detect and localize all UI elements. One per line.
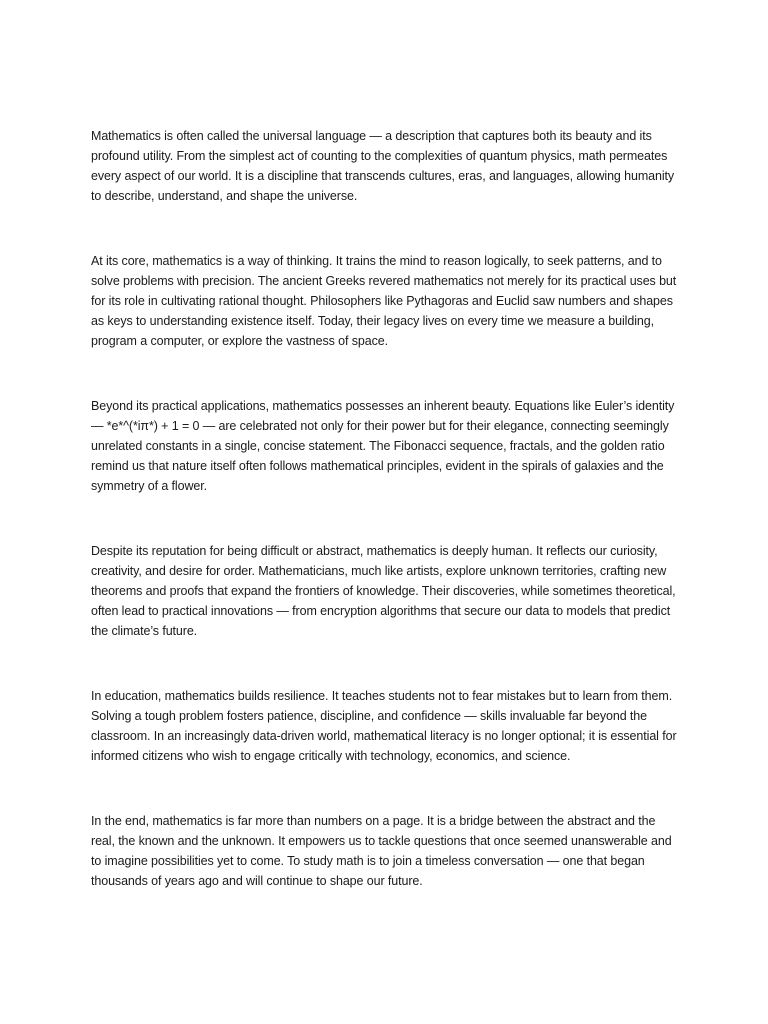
paragraph-intro: Mathematics is often called the universal language — a description that captures both its beauty and its profound utility. From the simplest act of counting to the complexities of quantum physics, math permeates every aspect of our world. It is a discipline that transcends cultures, eras, and languages, allowing humanity to describe, understand, and shape the universe.	[91, 129, 675, 203]
document-body	[91, 126, 681, 936]
paragraph-way-of-thinking: At its core, mathematics is a way of thinking. It trains the mind to reason logically, to seek patterns, and to solve problems with precision. The ancient Greeks revered mathematics not merely for its practical uses but for its role in cultivating rational thought. Philosophers like Pythagoras and Euclid saw numbers and shapes as keys to understanding existence itself. Today, their legacy lives on every time we measure a building, program a computer, or explore the vastness of space.	[91, 254, 677, 348]
paragraph-beauty: Beyond its practical applications, mathematics possesses an inherent beauty. Equations like Euler’s identity — *e*^(*iπ*) + 1 = 0 — are celebrated not only for their power but for their elegance, connecting seemingly unrelated constants in a single, concise statement. The Fibonacci sequence, fractals, and the golden ratio remind us that nature itself often follows mathematical principles, evident in the spirals of galaxies and the symmetry of a flower.	[91, 399, 675, 493]
paragraph-education: In education, mathematics builds resilience. It teaches students not to fear mistakes but to learn from them. Solving a tough problem fosters patience, discipline, and confidence — skills invaluable far beyond the classroom. In an increasingly data-driven world, mathematical literacy is no longer optional; it is essential for informed citizens who wish to engage critically with technology, economics, and science.	[91, 689, 677, 763]
paragraph-conclusion: In the end, mathematics is far more than numbers on a page. It is a bridge between the abstract and the real, the known and the unknown. It empowers us to tackle questions that once seemed unanswerable and to imagine possibilities yet to come. To study math is to join a timeless conversation — one that began thousands of years ago and will continue to shape our future.	[91, 814, 672, 888]
paragraph-human: Despite its reputation for being difficult or abstract, mathematics is deeply human. It reflects our curiosity, creativity, and desire for order. Mathematicians, much like artists, explore unknown territories, crafting new theorems and proofs that expand the frontiers of knowledge. Their discoveries, while sometimes theoretical, often lead to practical innovations — from encryption algorithms that secure our data to models that predict the climate’s future.	[91, 544, 676, 638]
